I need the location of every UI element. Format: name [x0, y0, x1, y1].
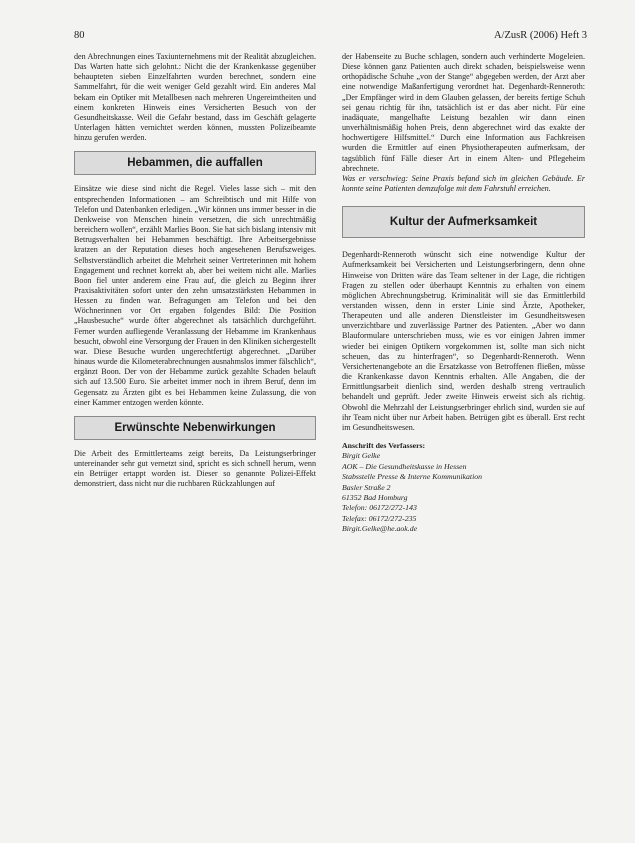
- body-paragraph: der Habenseite zu Buche schlagen, sondern auch verhinderte Mogeleien. Diese können ganz Patienten auch direkt schaden, beispielsweise wenn orthopädische Schuhe „von der Stange“ abgegeben werden, der Arzt aber eine notwendige Maßanfertigung verordnet hat. Degenhardt-Renneroth: „Der Empfänger wird in dem Glauben gelassen, der bereits fertige Schuh sei genau richtig für ihn, tatsächlich ist er das aber nicht. Für eine inadäquate, mangelhafte Leistung bezahlen wir dann einen unverhältnismäßig hohen Preis, denn abgerechnet wird das exakte der hochwertigere Hilfsmittel.“ Durch eine Information aus Fachkreisen wurden die Ermittler auf einen Physiotherapeuten aufmerksam, der tagsüblich fünf Fälle dieser Art in einem Alten- und Pflegeheim abrechnete.: [342, 52, 585, 173]
- address-email: Birgit.Gelke@he.aok.de: [342, 524, 418, 534]
- address-title: Anschrift des Verfassers:: [342, 441, 426, 450]
- section-heading-box: [74, 416, 316, 440]
- section-heading: Hebammen, die auffallen: [127, 157, 263, 170]
- section-heading-box: [74, 151, 316, 175]
- address-phone: Telefon: 06172/272-143: [342, 503, 417, 513]
- page-number: 80: [74, 30, 85, 41]
- section-heading: Kultur der Aufmerksamkeit: [389, 216, 538, 229]
- address-line: 61352 Bad Homburg: [342, 493, 408, 503]
- author-address: [342, 441, 585, 535]
- address-line: AOK – Die Gesundheitskasse in Hessen: [342, 461, 467, 471]
- body-paragraph: Einsätze wie diese sind nicht die Regel. Vieles lasse sich – mit den entsprechenden Informationen – am Schreibtisch und mit Hilfe von Telefon und Datenbanken erledigen. „Wir können uns immer besser in die Denkweise von Menschen hinein versetzen, die sich unrechtmäßig bereichern wollen“, erzählt Marlies Boon. Sie hat sich bislang intensiv mit Betrugsverhalten bei Hebammen beschäftigt. Ihre Arbeitsergebnisse kratzen an der Reputation dieses hoch angesehenen Berufszweiges. Selbstverständlich arbeitet die Mehrheit seiner Vertreterinnen mit hohem Engagement und rechnet korrekt ab, aber bei weitem nicht alle. Marlies Boon fiel unter anderem eine Frau auf, die gleich zu Beginn ihrer Praxisaktivitäten sofort unter den zehn umsatzstärksten Hebammen in Hessen zu finden war. Befragungen am Telefon und bei den Wöchnerinnen vor Ort ergaben folgendes Bild: Die Position „Hausbesuche“ wurde öfter abgerechnet als tatsächlich durchgeführt. Ferner wurden aufliegende Veranlassung der Hebamme im Krankenhaus besucht, obwohl eine Versorgung der Frauen in den Kliniken sichergestellt war. Diese Besuche wurden ungerechtfertigt abgerechnet. „Darüber hinaus wurde die Kilometerabrechnungen ausnahmslos immer fälschlich“, ergänzt Boon. Der von der Hebamme zurück gezahlte Schaden belauft sich auf 13.500 Euro. Sie arbeitet immer noch in ihrem Beruf, denn im Gegensatz zu Ärzten gibt es bei Hebammen keine Zulassung, die von einer Kammer entzogen werden könnte.: [74, 184, 316, 407]
- section-heading: Erwünschte Nebenwirkungen: [114, 421, 276, 434]
- right-column: [342, 52, 585, 535]
- left-column: [74, 52, 316, 489]
- address-fax: Telefax: 06172/272-235: [342, 513, 417, 523]
- address-line: Stabsstelle Presse & Interne Kommunikation: [342, 472, 483, 482]
- page-header: [74, 30, 587, 44]
- address-line: Birgit Gelke: [342, 451, 381, 461]
- journal-citation: A/ZusR (2006) Heft 3: [493, 30, 587, 41]
- body-paragraph: Degenhardt-Renneroth wünscht sich eine notwendige Kultur der Aufmerksamkeit bei Versicherten und Leistungserbringern, denn ohne Hinweise von Dritten wäre das Team seltener in der Lage, die richtigen Fragen zu stellen oder überhaupt Kenntnis zu erhalten von einem möglichen Abrechnungsbetrug. Kriminalität will sie das Ermittlerbild verstanden wissen, denn in erster Linie sind Ärzte, Apotheker, Therapeuten und alle anderen Dienstleister im Gesundheitswesen unverzichtbare und zuverlässige Partner des Patienten. „Aber wo dann Blauformulare unterschrieben muss, wie es vor einigen Jahren immer wieder bei einigen Optikern vorgekommen ist, sollte man sich nicht scheuen, das zu hinterfragen“, so Degenhardt-Renneroth. Wenn Versichertenangebote an die Ersatzkasse von Betroffenen fließen, müsse die Krankenkasse davon Kenntnis erhalten. Alle Angaben, die der Ermittlungsarbeit dienlich sind, werden deshalb streng vertraulich behandelt und geprüft. Jeder zweite Hinweis erweist sich als richtig. Obwohl die Mehrzahl der Leistungserbringer ehrlich sind, wurden sie auf ihr Team nicht über nur Arbeit haben. Betrügen gibt es überall. Erst recht im Gesundheitswesen.: [342, 250, 585, 432]
- body-paragraph-italic: Was er verschwieg: Seine Praxis befand sich im gleichen Gebäude. Er konnte seine Patienten demzufolge mit dem Fahrstuhl erreichen.: [342, 173, 585, 194]
- body-paragraph: Die Arbeit des Ermittlerteams zeigt bereits, Da Leistungserbringer untereinander sehr gut vernetzt sind, spricht es sich schnell herum, wenn ein Betrüger ertappt worden ist. Dieser so genannte Polizei-Effekt demonstriert, dass nicht nur die ruchbaren Rückzahlungen auf: [74, 448, 316, 489]
- address-line: Basler Straße 2: [342, 482, 391, 492]
- section-heading-box: [342, 206, 585, 238]
- body-paragraph: den Abrechnungen eines Taxiunternehmens mit der Realität abzugleichen. Das Warten hatte sich gelohnt.: Nicht die der Krankenkasse gegenüber behaupteten sieben Einzelfahrten wurden berechnet, sondern eine Sammelfahrt, für die weit weniger Geld gezahlt wird. Ein anderes Mal bekam ein Optiker mit Metallbesen nach mehreren Ungereimtheiten und einem konkreten Hinweis eines Versicherten Besuch von der Gesundheitskasse. Weil die Gefahr bestand, dass im Geschäft gelagerte Unterlagen hätten vernichtet werden können, mussten Polizeibeamte hinzu gerufen werden.: [74, 52, 316, 143]
